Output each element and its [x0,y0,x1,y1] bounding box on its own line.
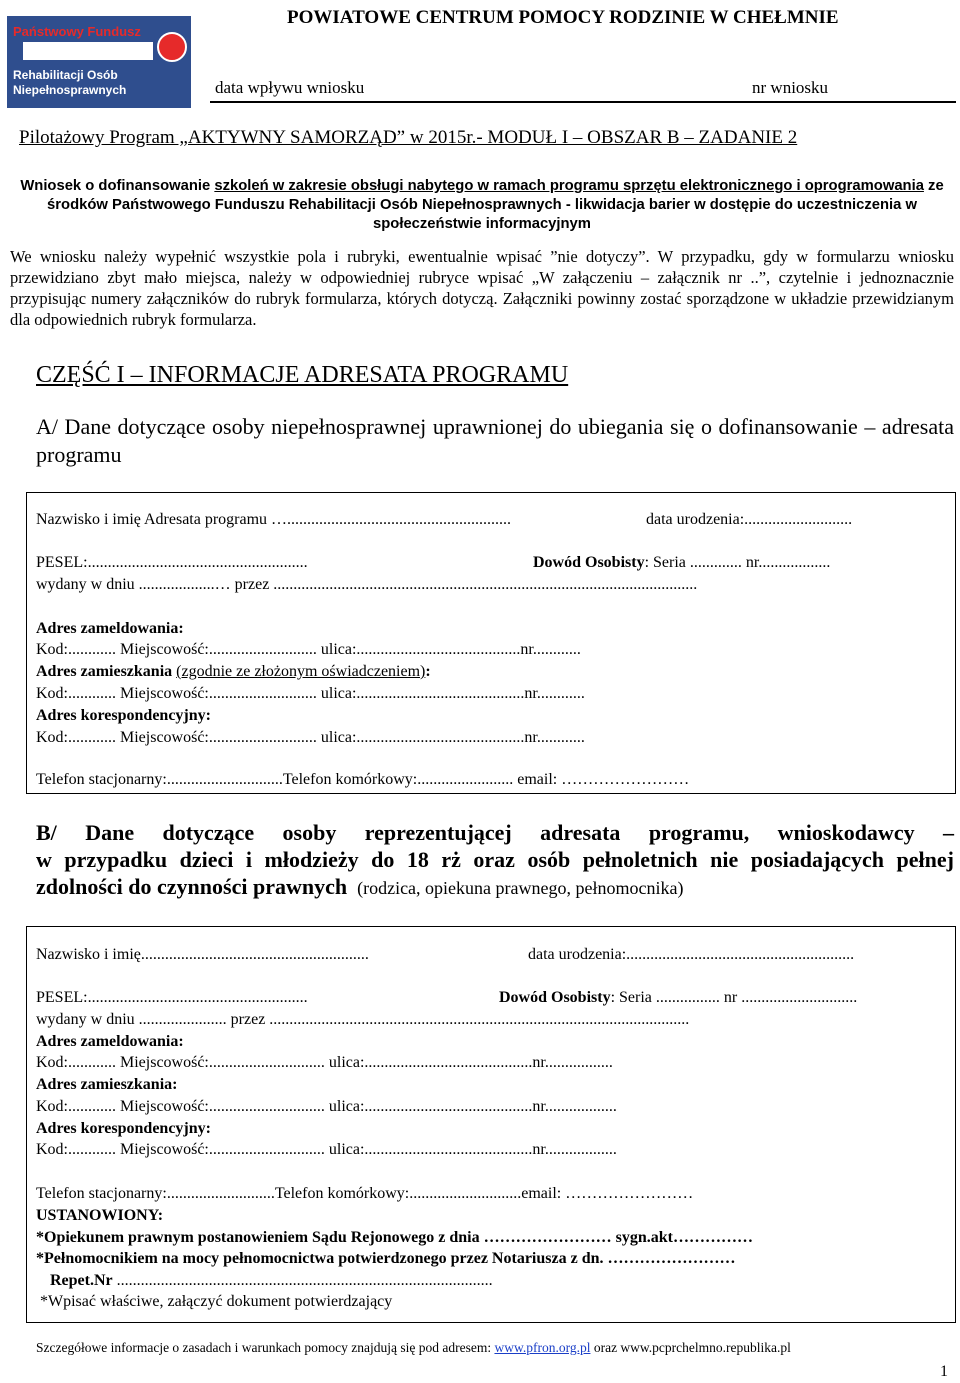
section-a-id-card-rest: : Seria ............. nr.................. [644,554,831,571]
section-b-dob-label: data urodzenia:......................................................... [528,946,855,963]
section-b-title-line1: B/ Dane dotyczące osoby reprezentującej adresata programu, wnioskodawcy – [36,820,954,845]
header-rule [210,101,956,103]
section-b-pesel: PESEL:....................................................... [36,989,308,1006]
section-b-proxy: *Pełnomocnikiem na mocy pełnomocnictwa potwierdzonego przez Notariusza z dn. …………………… [36,1250,736,1267]
section-a-correspondence-line: Kod:............ Miejscowość:........................... ulica:..........................................nr............ [36,729,585,746]
section-b-correspondence-label: Adres korespondencyjny: [36,1120,211,1137]
part-heading: CZĘŚĆ I – INFORMACJE ADRESATA PROGRAMU [36,362,569,388]
section-a-residence-line: Kod:............ Miejscowość:........................... ulica:..........................................nr............ [36,685,585,702]
section-b-guardian: *Opiekunem prawnym postanowieniem Sądu Rejonowego z dnia …………………… sygn.akt…………… [36,1229,753,1246]
application-title [10,177,954,234]
pfron-logo [7,16,191,108]
footer [36,1340,791,1356]
application-title-part3: ze środków Państwowego Funduszu Rehabilitacji Osób Niepełnosprawnych - likwidacja barier w dostępie do uczestniczenia w społeczeństwie informacyjnym [47,178,944,232]
section-a-phones: Telefon stacjonarny:.............................Telefon komórkowy:........................ email: …………………… [36,771,690,788]
institution-title: POWIATOWE CENTRUM POMOCY RODZINIE W CHEŁMNIE [287,7,839,28]
section-a-residence-label: Adres zamieszkania [36,663,173,680]
section-b-title-note: (rodzica, opiekuna prawnego, pełnomocnika) [357,878,684,898]
section-b-name-label [36,946,369,964]
section-a-id-card-label: Dowód Osobisty [533,554,645,571]
section-b-id-card [499,989,857,1007]
footer-text: Szczegółowe informacje o zasadach i warunkach pomocy znajdują się pod adresem: [36,1340,495,1355]
footer-mid: oraz www.pcprchelmno.republika.pl [590,1340,791,1355]
logo-line-1: Państwowy Fundusz [13,24,141,39]
section-b-issued: wydany w dniu ...................... przez ......................................................................................................... [36,1011,690,1028]
section-a-title: A/ Dane dotyczące osoby niepełnosprawnej uprawnionej do ubiegania się o dofinansowanie – adresata programu [36,414,954,467]
section-a-registered-label: Adres zameldowania: [36,620,184,637]
section-b-repet-dots: .............................................................................................. [112,1272,493,1289]
section-a-residence-colon: : [425,663,431,680]
section-b-residence-label: Adres zamieszkania: [36,1076,178,1093]
section-b-repet-label: Repet.Nr [50,1272,113,1289]
logo-circle-icon [157,32,187,62]
page-number: 1 [940,1363,948,1380]
section-a-pesel: PESEL:....................................................... [36,554,308,571]
section-b-footnote: *Wpisać właściwe, załączyć dokument potwierdzający [40,1293,393,1310]
section-b-registered-label: Adres zameldowania: [36,1033,184,1050]
instructions-paragraph: We wniosku należy wypełnić wszystkie pola i rubryki, ewentualnie wpisać ”nie dotyczy”. W przypadku, gdy w formularzu wniosku przewidziano zbyt mało miejsca, należy w odpowiedniej rubryce wpisać „W załączeniu – załącznik nr ..”, czytelnie i jednoznacznie przypisując numery załączników do rubryk formularza, których dotyczą. Załączniki powinny zostać sporządzone w układzie przewidzianym dla odpowiednich rubryk formularza. [10,247,954,329]
logo-line-2: Rehabilitacji Osób [13,68,118,82]
section-a-residence [36,663,431,681]
section-a-correspondence-label: Adres korespondencyjny: [36,707,211,724]
pfron-link[interactable]: www.pfron.org.pl [494,1340,591,1355]
section-a-dob-label: data urodzenia:........................... [646,511,853,528]
application-title-part1: Wniosek o dofinansowanie [20,178,215,194]
section-b-id-card-label: Dowód Osobisty [499,989,611,1006]
section-a-name-label: Nazwisko i imię Adresata programu …........................................................ [36,511,512,528]
date-received-label: data wpływu wniosku [215,78,365,97]
logo-line-3: Niepełnosprawnych [13,83,127,97]
section-b-title-line3-text: zdolności do czynności prawnych [36,874,348,899]
section-a-issued: wydany w dniu ...................… przez .......................................................................................................... [36,576,698,593]
application-number-label: nr wniosku [752,78,829,97]
application-title-part2: szkoleń w zakresie obsługi nabytego w ramach programu sprzętu elektronicznego i oprogramowania [214,178,924,194]
program-title: Pilotażowy Program „AKTYWNY SAMORZĄD” w 2015r.- MODUŁ I – OBSZAR B – ZADANIE 2 [19,127,798,148]
section-a-residence-note: (zgodnie ze złożonym oświadczeniem) [176,663,426,680]
section-b-registered-line: Kod:............ Miejscowość:............................. ulica:..........................................nr................. [36,1054,613,1071]
section-b-name-text: Nazwisko i imię......................................................... [36,946,369,963]
section-b-repet [50,1272,493,1290]
section-b-appointed-label: USTANOWIONY: [36,1207,164,1224]
section-b-id-card-rest: : Seria ................ nr ............................. [610,989,858,1006]
section-a-id-card [533,554,830,572]
section-b-title-line3 [36,874,683,900]
section-b-correspondence-line: Kod:............ Miejscowość:............................. ulica:..........................................nr.................. [36,1141,617,1158]
logo-bar [23,42,153,60]
section-b-residence-line: Kod:............ Miejscowość:............................. ulica:..........................................nr.................. [36,1098,617,1115]
section-b-title-line2: w przypadku dzieci i młodzieży do 18 rż oraz osób pełnoletnich nie posiadających pełnej [36,847,954,872]
section-a-registered-line: Kod:............ Miejscowość:........................... ulica:.........................................nr............ [36,641,581,658]
section-b-phones: Telefon stacjonarny:...........................Telefon komórkowy:............................email: …………………… [36,1185,694,1202]
